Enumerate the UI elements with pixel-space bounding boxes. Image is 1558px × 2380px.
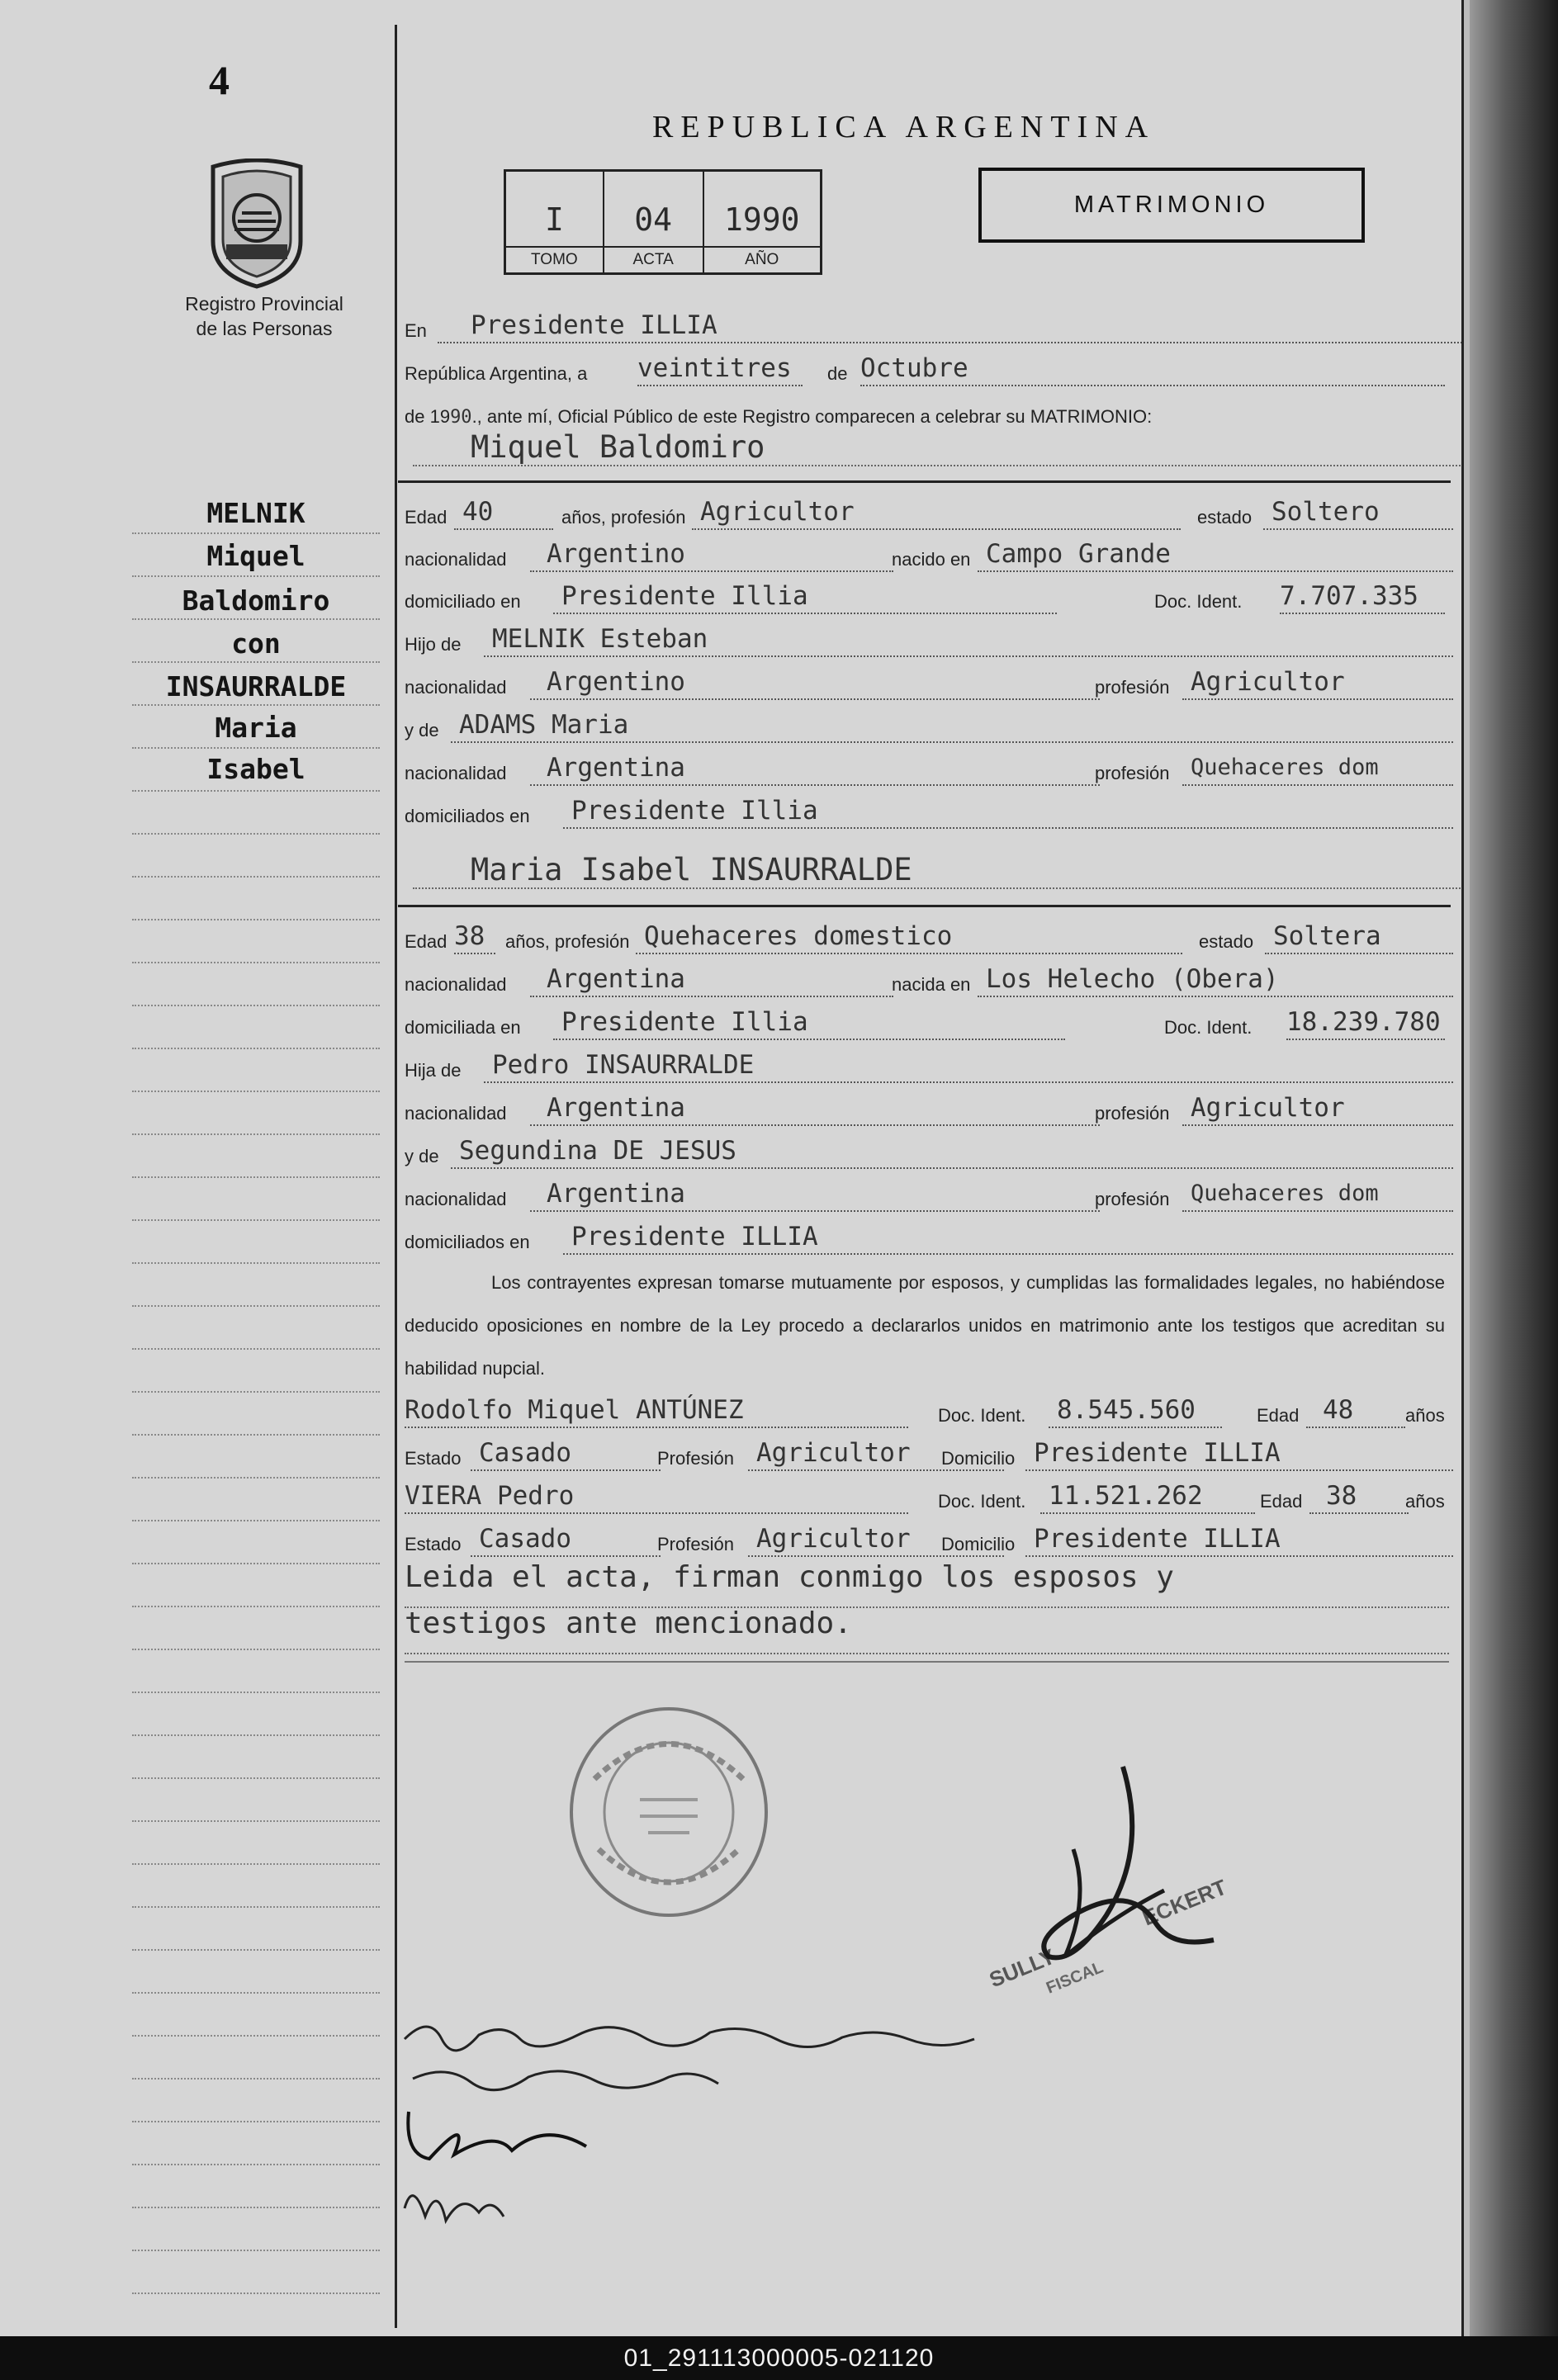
margin-ruling-line bbox=[132, 1606, 380, 1607]
witness-1-name: Rodolfo Miquel ANTÚNEZ bbox=[405, 1393, 908, 1428]
bride-father-nat-row: nacionalidad Argentina profesión Agricultor bbox=[405, 1086, 1453, 1129]
margin-ruling-line bbox=[132, 1863, 380, 1865]
groom-father-profession: Agricultor bbox=[1182, 665, 1453, 700]
bride-father-row: Hija de Pedro INSAURRALDE bbox=[405, 1043, 1453, 1086]
margin-ruling-line bbox=[132, 1348, 380, 1350]
margin-ruling-line bbox=[132, 575, 380, 577]
acta-label: ACTA bbox=[604, 246, 703, 272]
round-registry-seal-icon bbox=[561, 1701, 776, 1923]
witness-1-row: Rodolfo Miquel ANTÚNEZ Doc. Ident. 8.545.560 Edad 48 años bbox=[405, 1389, 1453, 1431]
groom-section-rule bbox=[398, 480, 1451, 483]
acta-value: 04 bbox=[634, 201, 673, 238]
witness-2-doc: 11.521.262 bbox=[1040, 1479, 1255, 1514]
margin-ruling-line bbox=[132, 1949, 380, 1951]
bride-section-rule bbox=[398, 905, 1451, 907]
margin-ruling-line bbox=[132, 1692, 380, 1693]
margin-ruling-line bbox=[132, 2121, 380, 2122]
groom-father-nationality: Argentino bbox=[530, 665, 1100, 700]
margin-ruling-line bbox=[132, 962, 380, 963]
groom-name-banner: Miquel Baldomiro bbox=[413, 429, 1470, 466]
witness-1-status: Casado bbox=[471, 1436, 661, 1471]
margin-ruling-line bbox=[132, 747, 380, 749]
margin-note-line: MELNIK bbox=[206, 497, 305, 529]
margin-ruling-line bbox=[132, 2078, 380, 2080]
intro-place-row: En Presidente ILLIA bbox=[405, 304, 1453, 347]
groom-father-nat-row: nacionalidad Argentino profesión Agricultor bbox=[405, 660, 1453, 703]
margin-ruling-line bbox=[132, 919, 380, 920]
svg-text:SULLY: SULLY bbox=[985, 1943, 1058, 1993]
bride-age-row: Edad 38 años, profesión Quehaceres domestico estado Soltera bbox=[405, 915, 1453, 958]
bride-residence: Presidente Illia bbox=[553, 1005, 1065, 1040]
margin-ruling-line bbox=[132, 2250, 380, 2251]
intro-year-row: de 1990., ante mí, Oficial Público de este Registro comparecen a celebrar su MATRIMONIO: bbox=[405, 406, 1153, 428]
bride-parents-residence-row: domiciliados en Presidente ILLIA bbox=[405, 1215, 1453, 1258]
bride-father-nationality: Argentina bbox=[530, 1091, 1100, 1126]
margin-ruling-line bbox=[132, 1048, 380, 1049]
witness-2-profession: Agricultor bbox=[748, 1522, 1004, 1557]
witness-2-status: Casado bbox=[471, 1522, 661, 1557]
act-type-box: MATRIMONIO bbox=[978, 168, 1365, 243]
margin-ruling-line bbox=[132, 1734, 380, 1736]
margin-note-line: Isabel bbox=[206, 753, 305, 785]
witness-1-details-row: Estado Casado Profesión Agricultor Domicilio Presidente ILLIA bbox=[405, 1431, 1453, 1474]
witness-2-age: 38 bbox=[1309, 1479, 1409, 1514]
tomo-label: TOMO bbox=[506, 246, 603, 272]
bride-mother-profession: Quehaceres dom bbox=[1182, 1177, 1453, 1212]
margin-ruling-line bbox=[132, 833, 380, 835]
margin-ruling-line bbox=[132, 1649, 380, 1650]
margin-divider bbox=[395, 25, 397, 2328]
groom-mother-nat-row: nacionalidad Argentina profesión Quehaceres dom bbox=[405, 746, 1453, 789]
groom-doc: 7.707.335 bbox=[1280, 580, 1445, 614]
margin-ruling-line bbox=[132, 2207, 380, 2208]
groom-parents-residence-row: domiciliados en Presidente Illia bbox=[405, 789, 1453, 832]
witness-2-row: VIERA Pedro Doc. Ident. 11.521.262 Edad 38 años bbox=[405, 1474, 1453, 1517]
official-signature-stamp-icon bbox=[949, 1750, 1263, 1998]
reference-table bbox=[504, 169, 822, 275]
groom-father: MELNIK Esteban bbox=[484, 622, 1453, 657]
bride-nationality-row: nacionalidad Argentina nacida en Los Helecho (Obera) bbox=[405, 958, 1453, 1001]
closing-rule bbox=[405, 1661, 1449, 1663]
groom-father-row: Hijo de MELNIK Esteban bbox=[405, 617, 1453, 660]
tomo-cell bbox=[506, 172, 604, 272]
groom-profession: Agricultor bbox=[692, 495, 1181, 530]
provincial-seal-icon bbox=[205, 159, 309, 289]
groom-age-row: Edad 40 años, profesión Agricultor estado Soltero bbox=[405, 490, 1453, 533]
bride-nationality: Argentina bbox=[530, 963, 893, 997]
groom-residence-row: domiciliado en Presidente Illia Doc. Ident. 7.707.335 bbox=[405, 575, 1453, 617]
margin-ruling-line bbox=[132, 618, 380, 620]
margin-ruling-line bbox=[132, 1133, 380, 1135]
groom-mother-profession: Quehaceres dom bbox=[1182, 751, 1453, 786]
margin-ruling-line bbox=[132, 1563, 380, 1564]
witness-1-domicile: Presidente ILLIA bbox=[1025, 1436, 1453, 1471]
acta-cell bbox=[604, 172, 704, 272]
margin-note-line: Miquel bbox=[206, 540, 305, 572]
margin-ruling-line bbox=[132, 1992, 380, 1994]
groom-mother-row: y de ADAMS Maria bbox=[405, 703, 1453, 746]
margin-ruling-line bbox=[132, 2035, 380, 2037]
margin-ruling-line bbox=[132, 876, 380, 878]
witness-2-name: VIERA Pedro bbox=[405, 1479, 908, 1514]
margin-ruling-line bbox=[132, 1305, 380, 1307]
year-cell bbox=[704, 172, 821, 272]
bride-residence-row: domiciliada en Presidente Illia Doc. Ident. 18.239.780 bbox=[405, 1001, 1453, 1043]
margin-ruling-line bbox=[132, 1219, 380, 1221]
tomo-value: I bbox=[544, 201, 564, 238]
signatures-block-icon bbox=[396, 2014, 1057, 2237]
closing-line-1: Leida el acta, firman conmigo los esposos y bbox=[405, 1560, 1449, 1608]
witness-2-details-row: Estado Casado Profesión Agricultor Domicilio Presidente ILLIA bbox=[405, 1517, 1453, 1560]
bride-name-banner: Maria Isabel INSAURRALDE bbox=[413, 852, 1470, 889]
place-value: Presidente ILLIA bbox=[438, 309, 1470, 343]
bride-parents-residence: Presidente ILLIA bbox=[563, 1220, 1453, 1255]
groom-birthplace: Campo Grande bbox=[978, 537, 1453, 572]
margin-ruling-line bbox=[132, 1906, 380, 1908]
margin-ruling-line bbox=[132, 1477, 380, 1479]
bride-mother-nationality: Argentina bbox=[530, 1177, 1100, 1212]
year-suffix: 90 bbox=[450, 407, 472, 428]
witness-2-domicile: Presidente ILLIA bbox=[1025, 1522, 1453, 1557]
margin-note-line: con bbox=[231, 627, 281, 660]
year-label: AÑO bbox=[704, 246, 821, 272]
bride-doc: 18.239.780 bbox=[1286, 1005, 1445, 1040]
groom-mother: ADAMS Maria bbox=[451, 708, 1453, 743]
margin-ruling-line bbox=[132, 532, 380, 534]
witness-1-profession: Agricultor bbox=[748, 1436, 1004, 1471]
margin-ruling-line bbox=[132, 1434, 380, 1436]
groom-residence: Presidente Illia bbox=[553, 580, 1057, 614]
svg-text:ECKERT: ECKERT bbox=[1139, 1874, 1230, 1931]
groom-nationality: Argentino bbox=[530, 537, 893, 572]
registry-label: Registro Provincial de las Personas bbox=[185, 293, 343, 339]
margin-ruling-line bbox=[132, 2164, 380, 2165]
groom-status: Soltero bbox=[1263, 495, 1453, 530]
witness-1-age: 48 bbox=[1306, 1393, 1405, 1428]
footer-image-id: 01_291113000005-021120 bbox=[623, 2345, 935, 2372]
margin-note-line: Maria bbox=[215, 712, 297, 744]
margin-ruling-line bbox=[132, 661, 380, 663]
margin-ruling-line bbox=[132, 704, 380, 706]
witness-1-doc: 8.545.560 bbox=[1049, 1393, 1222, 1428]
margin-ruling-line bbox=[132, 1005, 380, 1006]
margin-ruling-line bbox=[132, 1520, 380, 1521]
bride-birthplace: Los Helecho (Obera) bbox=[978, 963, 1453, 997]
margin-note-line: Baldomiro bbox=[182, 584, 330, 617]
bride-father-profession: Agricultor bbox=[1182, 1091, 1453, 1126]
groom-mother-nationality: Argentina bbox=[530, 751, 1100, 786]
page-number: 4 bbox=[209, 57, 230, 103]
bride-father: Pedro INSAURRALDE bbox=[484, 1048, 1453, 1083]
bride-mother: Segundina DE JESUS bbox=[451, 1134, 1453, 1169]
margin-ruling-line bbox=[132, 2292, 380, 2294]
bride-profession: Quehaceres domestico bbox=[636, 920, 1182, 954]
year-value: 1990 bbox=[723, 201, 800, 238]
margin-ruling-line bbox=[132, 1262, 380, 1264]
margin-ruling-line bbox=[132, 1391, 380, 1393]
margin-ruling-line bbox=[132, 1091, 380, 1092]
day-value: veintitres bbox=[637, 352, 803, 386]
bride-mother-row: y de Segundina DE JESUS bbox=[405, 1129, 1453, 1172]
groom-age: 40 bbox=[454, 495, 553, 530]
declaration-paragraph: Los contrayentes expresan tomarse mutuamente por esposos, y cumplidas las formalidades legales, no habiéndose deducido oposiciones en nombre de la Ley procedo a declararlos unidos en matrimonio ante los testigos que acreditan su habilidad nupcial. bbox=[405, 1272, 1445, 1379]
margin-ruling-line bbox=[132, 790, 380, 792]
country-title: REPUBLICA ARGENTINA bbox=[652, 110, 1156, 144]
book-edge bbox=[1470, 0, 1558, 2336]
margin-ruling-line bbox=[132, 1777, 380, 1779]
intro-date-row: República Argentina, a veintitres de Octubre bbox=[405, 347, 1453, 390]
margin-ruling-line bbox=[132, 1176, 380, 1178]
bride-mother-nat-row: nacionalidad Argentina profesión Quehaceres dom bbox=[405, 1172, 1453, 1215]
closing-line-2: testigos ante mencionado. bbox=[405, 1606, 1449, 1654]
groom-parents-residence: Presidente Illia bbox=[563, 794, 1453, 829]
svg-text:FISCAL: FISCAL bbox=[1044, 1958, 1106, 1998]
margin-note-line: INSAURRALDE bbox=[165, 670, 347, 703]
groom-nationality-row: nacionalidad Argentino nacido en Campo Grande bbox=[405, 532, 1453, 575]
month-value: Octubre bbox=[860, 352, 1445, 386]
margin-ruling-line bbox=[132, 1820, 380, 1822]
bride-status: Soltera bbox=[1265, 920, 1453, 954]
bride-age: 38 bbox=[454, 920, 495, 954]
